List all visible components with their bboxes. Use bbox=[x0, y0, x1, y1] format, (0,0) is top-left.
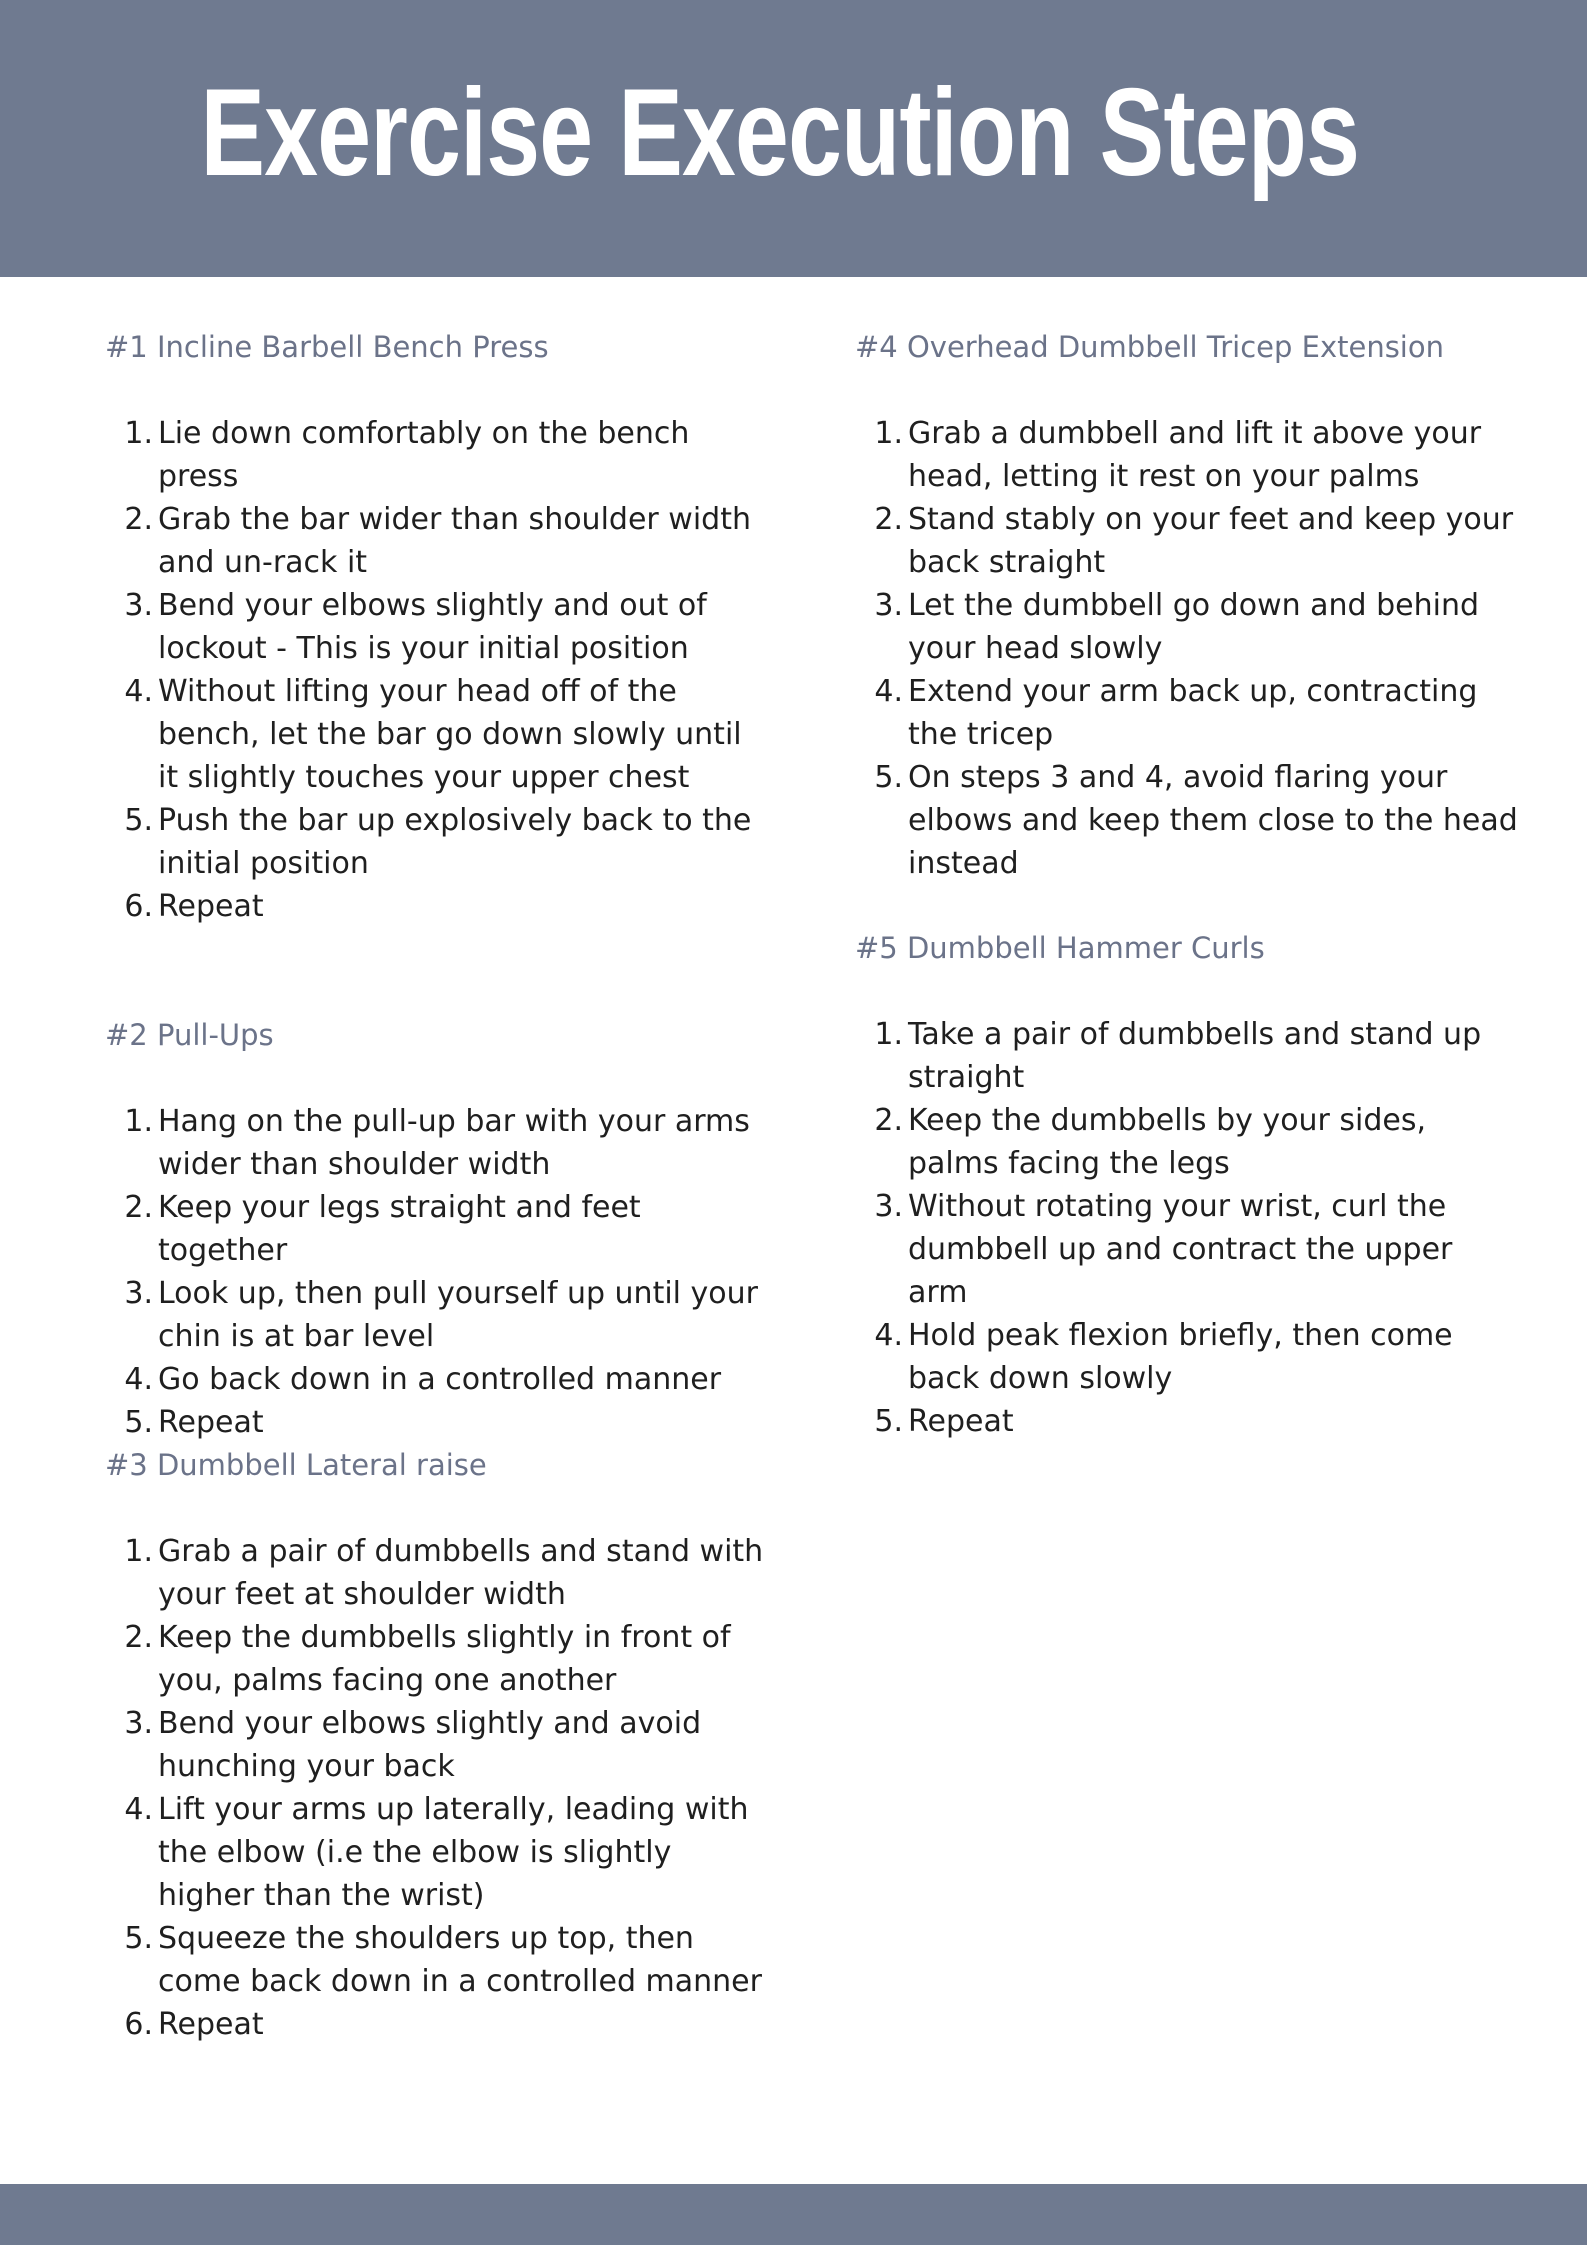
step-number: 3. bbox=[124, 1706, 153, 1741]
section-title: #5 Dumbbell Hammer Curls bbox=[855, 931, 1265, 965]
step-number: 4. bbox=[124, 1362, 153, 1397]
list-item bbox=[0, 1917, 770, 2003]
step-number: 4. bbox=[124, 1792, 153, 1827]
step-number: 4. bbox=[874, 674, 903, 709]
step-text: Go back down in a controlled manner bbox=[158, 1362, 722, 1397]
step-number: 2. bbox=[124, 1620, 153, 1655]
list-item bbox=[750, 670, 1520, 756]
step-text: Grab a dumbbell and lift it above your head, letting it rest on your palms bbox=[908, 416, 1482, 494]
exercise-section-5 bbox=[750, 927, 1482, 1443]
step-text: Stand stably on your feet and keep your back straight bbox=[908, 502, 1514, 580]
step-number: 3. bbox=[874, 1189, 903, 1224]
list-item bbox=[0, 1788, 770, 1917]
step-text: Extend your arm back up, contracting the tricep bbox=[908, 674, 1478, 752]
section-title: #4 Overhead Dumbbell Tricep Extension bbox=[855, 330, 1444, 364]
step-list bbox=[750, 412, 1518, 885]
step-text: Lift your arms up laterally, leading with the elbow (i.e the elbow is slightly higher than the wrist) bbox=[158, 1792, 749, 1913]
list-item bbox=[0, 1186, 770, 1272]
step-number: 1. bbox=[124, 1104, 153, 1139]
list-item bbox=[0, 670, 770, 799]
step-text: Without lifting your head off of the bench, let the bar go down slowly until it slightly touches your upper chest bbox=[158, 674, 742, 795]
list-item bbox=[0, 2003, 770, 2046]
step-number: 3. bbox=[874, 588, 903, 623]
step-number: 5. bbox=[874, 1404, 903, 1439]
step-text: Squeeze the shoulders up top, then come back down in a controlled manner bbox=[158, 1921, 762, 1999]
header-band bbox=[0, 0, 1587, 277]
step-text: Lie down comfortably on the bench press bbox=[158, 416, 690, 494]
list-item bbox=[0, 1100, 770, 1186]
step-list bbox=[750, 1013, 1482, 1443]
step-list bbox=[0, 1530, 764, 2046]
list-item bbox=[0, 1616, 770, 1702]
list-item bbox=[0, 1530, 770, 1616]
step-text: Hold peak flexion briefly, then come back down slowly bbox=[908, 1318, 1453, 1396]
step-text: Hang on the pull-up bar with your arms wider than shoulder width bbox=[158, 1104, 750, 1182]
list-item bbox=[750, 1013, 1520, 1099]
list-item bbox=[750, 756, 1520, 885]
step-text: Push the bar up explosively back to the initial position bbox=[158, 803, 752, 881]
step-text: Keep the dumbbells by your sides, palms facing the legs bbox=[908, 1103, 1427, 1181]
step-text: Repeat bbox=[908, 1404, 1014, 1439]
exercise-section-2 bbox=[0, 1014, 758, 1444]
list-item bbox=[0, 885, 770, 928]
step-number: 2. bbox=[124, 502, 153, 537]
step-number: 3. bbox=[124, 1276, 153, 1311]
step-number: 5. bbox=[124, 1405, 153, 1440]
step-text: Repeat bbox=[158, 1405, 264, 1440]
step-text: Bend your elbows slightly and avoid hunching your back bbox=[158, 1706, 702, 1784]
list-item bbox=[0, 799, 770, 885]
step-text: Take a pair of dumbbells and stand up straight bbox=[908, 1017, 1482, 1095]
exercise-section-1 bbox=[0, 326, 752, 928]
step-text: Grab a pair of dumbbells and stand with your feet at shoulder width bbox=[158, 1534, 764, 1612]
step-text: Keep the dumbbells slightly in front of you, palms facing one another bbox=[158, 1620, 731, 1698]
list-item bbox=[750, 1400, 1520, 1443]
step-number: 2. bbox=[874, 1103, 903, 1138]
list-item bbox=[0, 1401, 770, 1444]
list-item bbox=[750, 584, 1520, 670]
step-text: Look up, then pull yourself up until your chin is at bar level bbox=[158, 1276, 758, 1354]
step-text: On steps 3 and 4, avoid flaring your elbows and keep them close to the head instead bbox=[908, 760, 1518, 881]
step-number: 1. bbox=[124, 1534, 153, 1569]
step-number: 4. bbox=[874, 1318, 903, 1353]
step-number: 4. bbox=[124, 674, 153, 709]
list-item bbox=[0, 1702, 770, 1788]
step-number: 5. bbox=[124, 1921, 153, 1956]
section-title: #1 Incline Barbell Bench Press bbox=[105, 330, 549, 364]
list-item bbox=[750, 1099, 1520, 1185]
list-item bbox=[0, 412, 770, 498]
step-number: 1. bbox=[124, 416, 153, 451]
list-item bbox=[750, 1314, 1520, 1400]
step-list bbox=[0, 1100, 758, 1444]
section-title: #2 Pull-Ups bbox=[105, 1018, 274, 1052]
list-item bbox=[750, 412, 1520, 498]
step-number: 1. bbox=[874, 1017, 903, 1052]
step-text: Let the dumbbell go down and behind your head slowly bbox=[908, 588, 1480, 666]
step-number: 1. bbox=[874, 416, 903, 451]
step-text: Repeat bbox=[158, 889, 264, 924]
step-text: Bend your elbows slightly and out of lockout - This is your initial position bbox=[158, 588, 707, 666]
section-title: #3 Dumbbell Lateral raise bbox=[105, 1448, 487, 1482]
list-item bbox=[0, 1358, 770, 1401]
step-list bbox=[0, 412, 752, 928]
step-number: 5. bbox=[124, 803, 153, 838]
step-number: 2. bbox=[874, 502, 903, 537]
step-text: Without rotating your wrist, curl the dumbbell up and contract the upper arm bbox=[908, 1189, 1453, 1310]
list-item bbox=[750, 498, 1520, 584]
list-item bbox=[0, 498, 770, 584]
footer-band bbox=[0, 2184, 1587, 2245]
exercise-section-3 bbox=[0, 1444, 764, 2046]
step-text: Repeat bbox=[158, 2007, 264, 2042]
step-number: 5. bbox=[874, 760, 903, 795]
step-number: 6. bbox=[124, 889, 153, 924]
list-item bbox=[0, 584, 770, 670]
step-number: 2. bbox=[124, 1190, 153, 1225]
exercise-section-4 bbox=[750, 326, 1518, 885]
step-number: 3. bbox=[124, 588, 153, 623]
list-item bbox=[0, 1272, 770, 1358]
step-text: Grab the bar wider than shoulder width and un-rack it bbox=[158, 502, 751, 580]
page-title: Exercise Execution Steps bbox=[200, 64, 1360, 202]
step-number: 6. bbox=[124, 2007, 153, 2042]
step-text: Keep your legs straight and feet together bbox=[158, 1190, 641, 1268]
list-item bbox=[750, 1185, 1520, 1314]
